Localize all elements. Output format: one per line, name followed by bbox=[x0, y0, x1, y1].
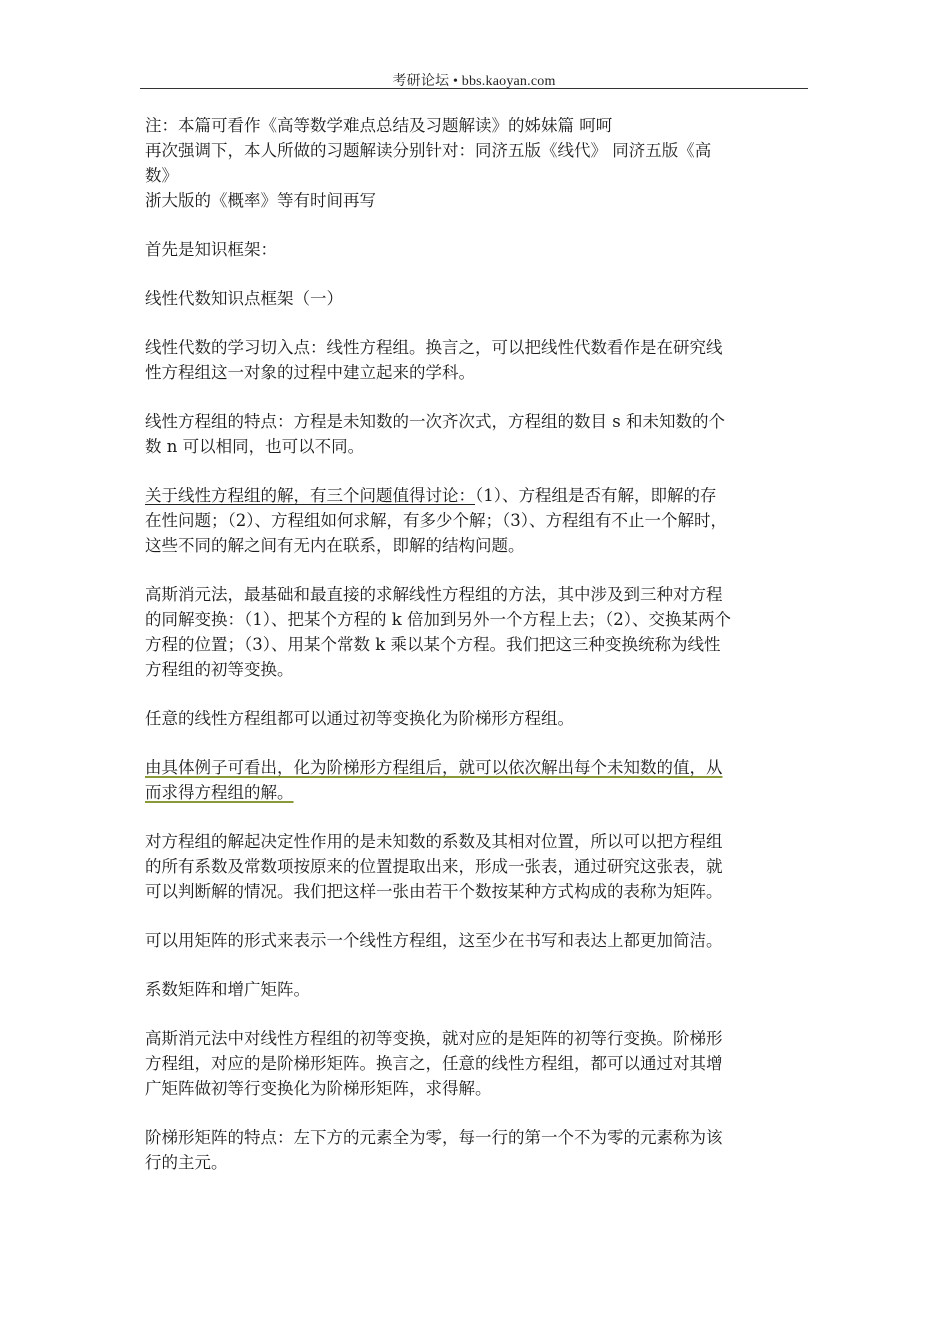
text-line: 在性问题；（2）、方程组如何求解，有多少个解；（3）、方程组有不止一个解时， bbox=[145, 511, 727, 530]
document-body bbox=[145, 113, 810, 1199]
text-line: 这些不同的解之间有无内在联系，即解的结构问题。 bbox=[145, 536, 525, 555]
paragraph-matrix-def bbox=[145, 829, 810, 904]
paragraph-augmented bbox=[145, 977, 810, 1002]
text-line: 系数矩阵和增广矩阵。 bbox=[145, 980, 310, 999]
paragraph-note bbox=[145, 113, 810, 213]
paragraph-echelon-features bbox=[145, 1125, 810, 1175]
text-fragment: 而求得方程组的解。 bbox=[145, 783, 294, 802]
text-line: 的同解变换：（1）、把某个方程的 k 倍加到另外一个方程上去；（2）、交换某两个 bbox=[145, 610, 731, 629]
text-line bbox=[145, 780, 810, 805]
section-heading bbox=[145, 286, 810, 311]
text-line: 行的主元。 bbox=[145, 1153, 228, 1172]
text-line: 广矩阵做初等行变换化为阶梯形矩阵，求得解。 bbox=[145, 1079, 492, 1098]
paragraph-solve bbox=[145, 755, 810, 805]
text-line: 阶梯形矩阵的特点：左下方的元素全为零，每一行的第一个不为零的元素称为该 bbox=[145, 1128, 723, 1147]
paragraph-three-questions bbox=[145, 483, 810, 558]
text-line: 方程组，对应的是阶梯形矩阵。换言之，任意的线性方程组，都可以通过对其增 bbox=[145, 1054, 723, 1073]
text-line: 数 n 可以相同，也可以不同。 bbox=[145, 437, 365, 456]
paragraph-matrix-form bbox=[145, 928, 810, 953]
paragraph-intro bbox=[145, 237, 810, 262]
paragraph-gauss bbox=[145, 582, 810, 682]
header-rule bbox=[140, 88, 808, 89]
text-fragment: （1）、方程组是否有解，即解的存 bbox=[475, 486, 717, 505]
underlined-lead: 关于线性方程组的解，有三个问题值得讨论： bbox=[145, 486, 475, 505]
text-line: 再次强调下，本人所做的习题解读分别针对：同济五版《线代》 同济五版《高 bbox=[145, 141, 712, 160]
text-line: 线性方程组的特点：方程是未知数的一次齐次式，方程组的数目 s 和未知数的个 bbox=[145, 412, 725, 431]
text-line: 对方程组的解起决定性作用的是未知数的系数及其相对位置，所以可以把方程组 bbox=[145, 832, 723, 851]
text-line: 方程的位置；（3）、用某个常数 k 乘以某个方程。我们把这三种变换统称为线性 bbox=[145, 635, 721, 654]
text-line: 高斯消元法，最基础和最直接的求解线性方程组的方法，其中涉及到三种对方程 bbox=[145, 585, 723, 604]
text-line: 浙大版的《概率》等有时间再写 bbox=[145, 191, 376, 210]
text-line: 任意的线性方程组都可以通过初等变换化为阶梯形方程组。 bbox=[145, 709, 574, 728]
text-line: 首先是知识框架： bbox=[145, 240, 277, 259]
text-line: 由具体例子可看出，化为阶梯形方程组后，就可以依次解出每个未知数的值，从 bbox=[145, 758, 723, 777]
text-line: 的所有系数及常数项按原来的位置提取出来，形成一张表，通过研究这张表，就 bbox=[145, 857, 723, 876]
paragraph-features bbox=[145, 409, 810, 459]
paragraph-row-ops bbox=[145, 1026, 810, 1101]
text-line: 注：本篇可看作《高等数学难点总结及习题解读》的姊妹篇 呵呵 bbox=[145, 116, 613, 135]
text-line: 方程组的初等变换。 bbox=[145, 660, 294, 679]
text-line: 可以判断解的情况。我们把这样一张由若干个数按某种方式构成的表称为矩阵。 bbox=[145, 882, 723, 901]
paragraph-echelon bbox=[145, 706, 810, 731]
text-line: 性方程组这一对象的过程中建立起来的学科。 bbox=[145, 363, 475, 382]
text-line bbox=[145, 483, 810, 508]
text-line: 线性代数的学习切入点：线性方程组。换言之，可以把线性代数看作是在研究线 bbox=[145, 338, 723, 357]
text-line: 线性代数知识点框架（一） bbox=[145, 289, 343, 308]
text-line: 可以用矩阵的形式来表示一个线性方程组，这至少在书写和表达上都更加简洁。 bbox=[145, 931, 723, 950]
page-header: 考研论坛 • bbs.kaoyan.com bbox=[392, 74, 556, 89]
paragraph-entry-point bbox=[145, 335, 810, 385]
text-line: 数》 bbox=[145, 166, 178, 185]
text-line: 高斯消元法中对线性方程组的初等变换，就对应的是矩阵的初等行变换。阶梯形 bbox=[145, 1029, 723, 1048]
